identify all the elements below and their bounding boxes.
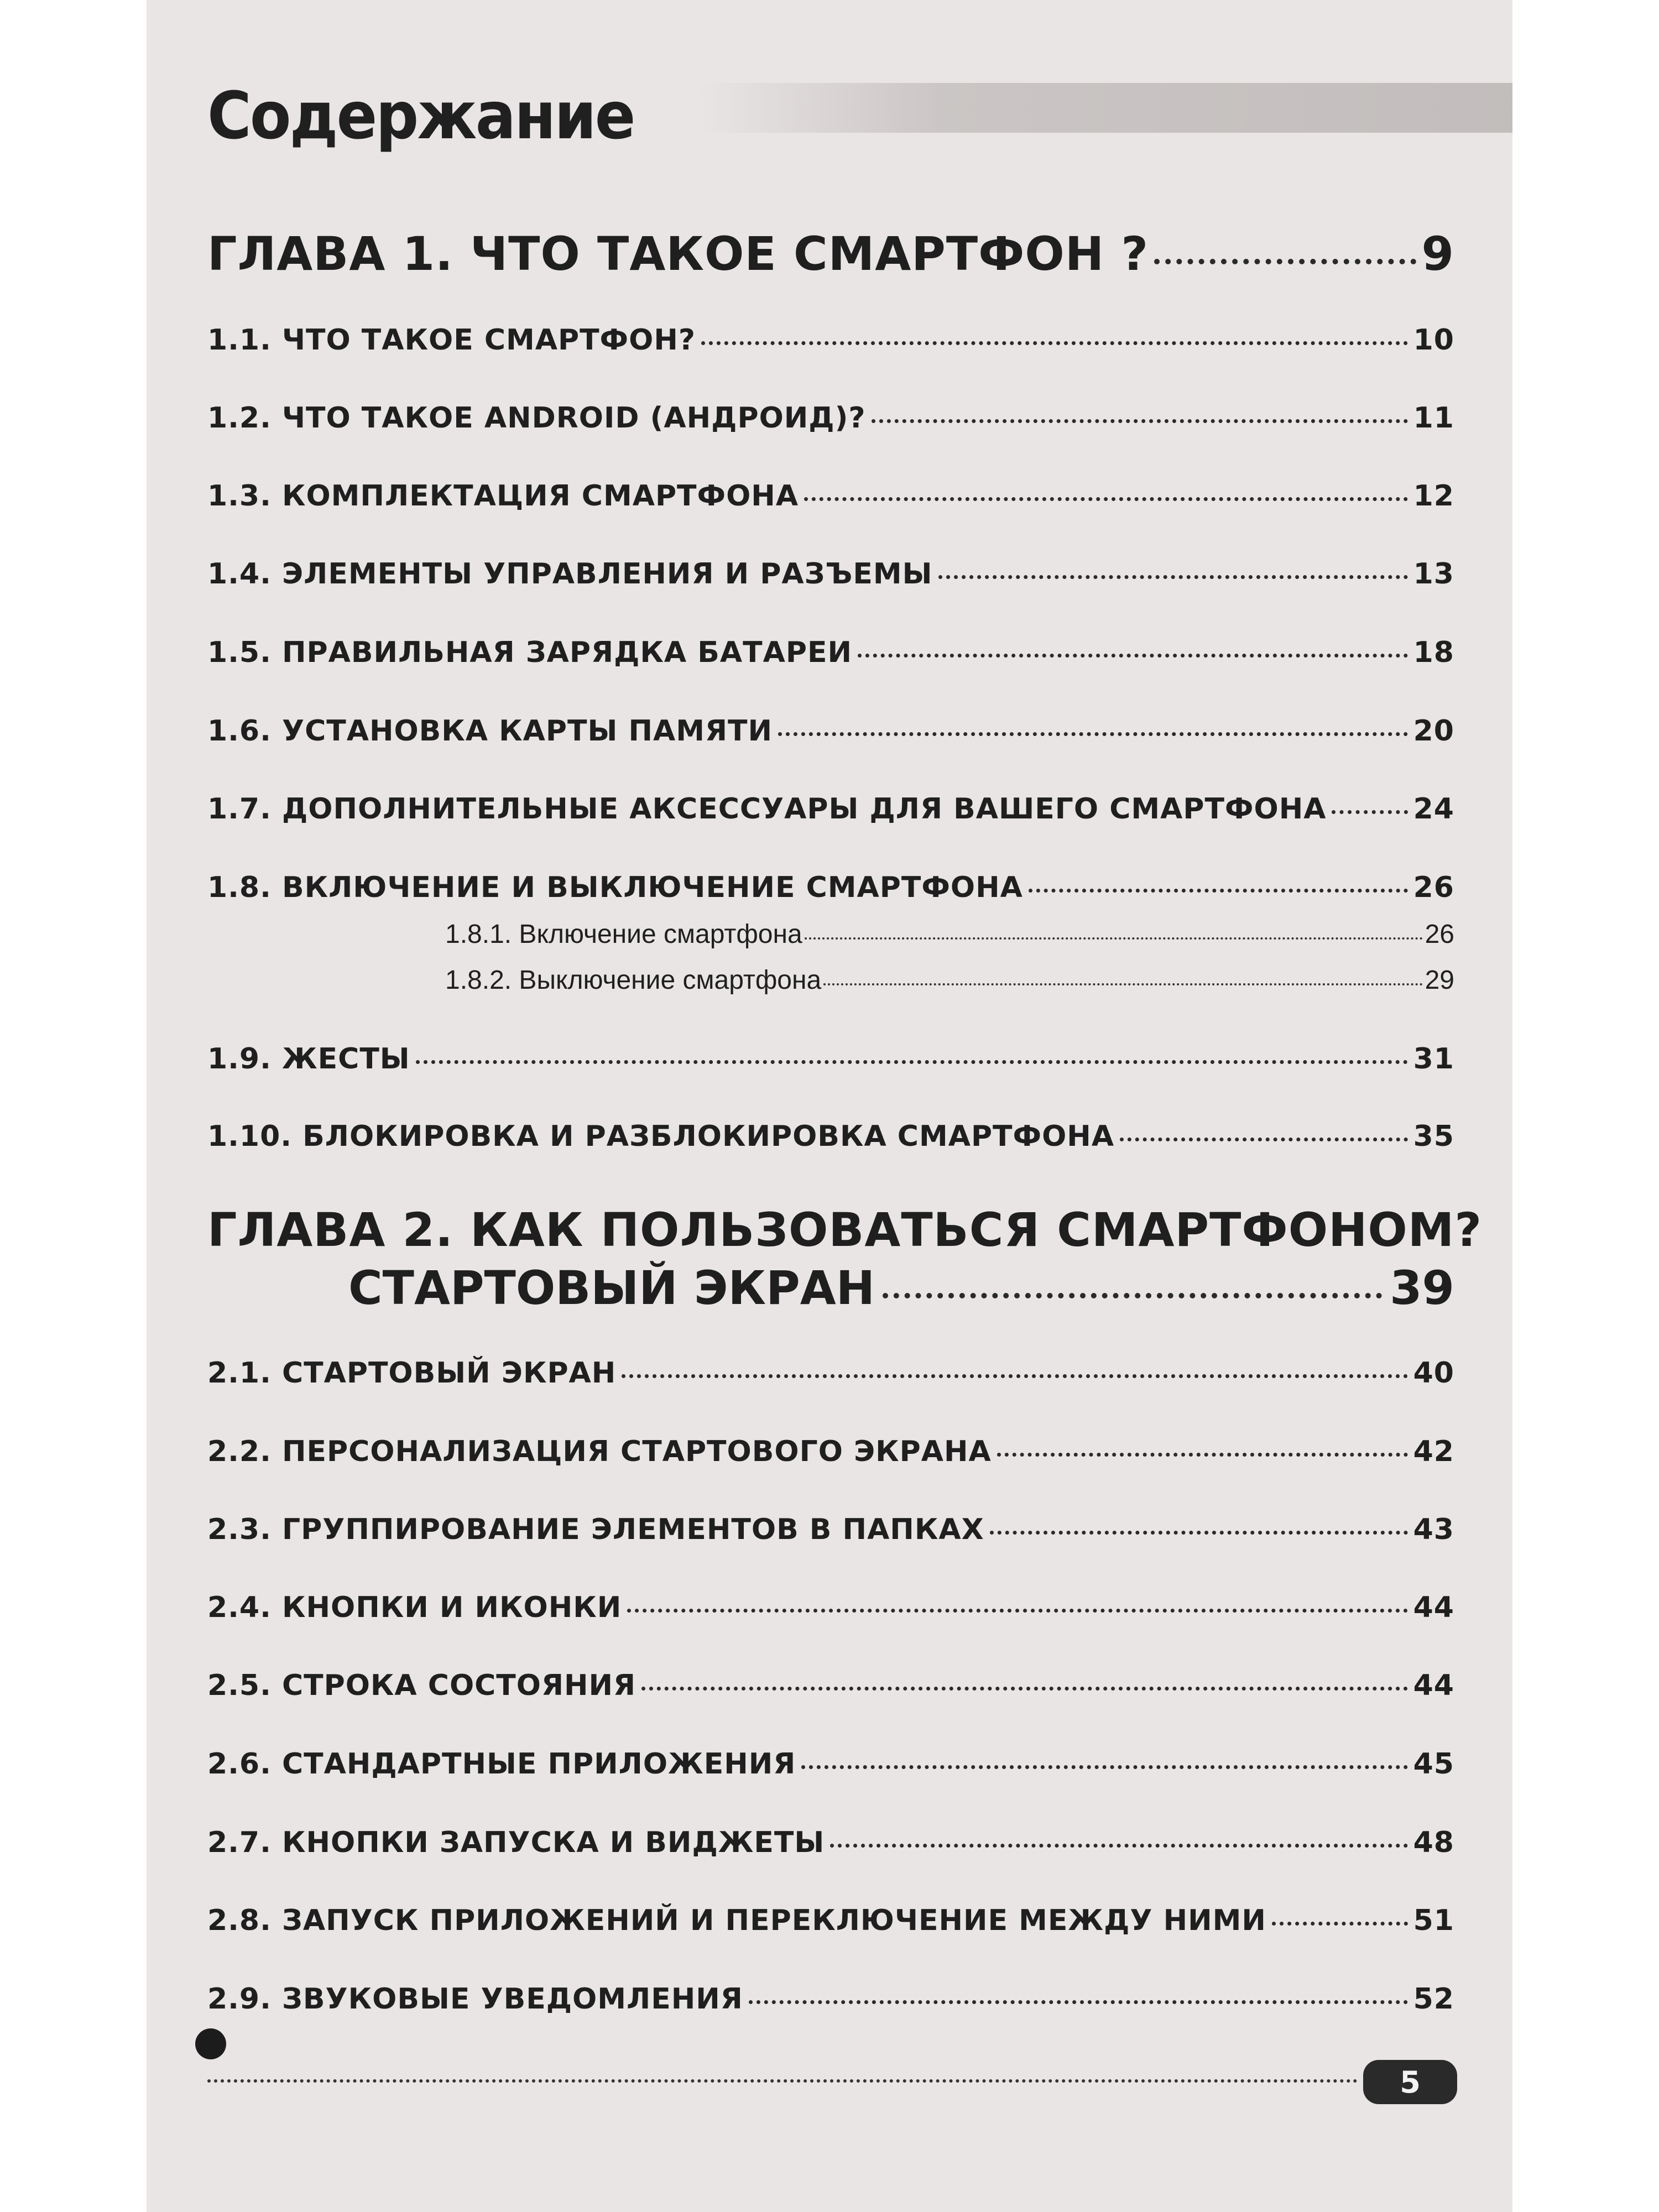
bleed-through-band [700,83,1512,133]
dot-leader [883,1293,1382,1298]
toc-section-title: 1.7. ДОПОЛНИТЕЛЬНЫЕ АКСЕССУАРЫ ДЛЯ ВАШЕГО СМАРТФОНА [207,792,1327,826]
toc-section [207,1904,1454,1937]
toc-page-number: 24 [1413,792,1454,826]
toc-page-number: 45 [1413,1747,1454,1781]
toc-page-number: 29 [1425,966,1454,995]
dot-leader [830,1844,1407,1848]
toc-page-number: 43 [1413,1513,1454,1546]
toc-page-number: 39 [1390,1261,1454,1315]
toc-section [207,714,1454,748]
toc-section [207,636,1454,669]
toc-page-number: 9 [1421,227,1454,281]
toc-chapter-1 [207,227,1454,281]
toc-page-number: 10 [1413,324,1454,357]
dot-leader [641,1687,1408,1691]
dot-leader [1272,1922,1408,1926]
toc-page-number: 31 [1413,1042,1454,1076]
dot-leader [997,1453,1408,1457]
toc-page-number: 42 [1413,1435,1454,1468]
toc-section [207,1435,1454,1468]
toc-chapter-2-line2 [207,1261,1454,1315]
toc-page-number: 48 [1413,1826,1454,1859]
toc-section-title: 2.3. ГРУППИРОВАНИЕ ЭЛЕМЕНТОВ В ПАПКАХ [207,1513,984,1546]
footer-dotted-rule [207,2079,1358,2083]
toc-chapter-2 [207,1203,1483,1257]
toc-section-title: 1.2. ЧТО ТАКОЕ ANDROID (АНДРОИД)? [207,401,866,435]
toc-section-title: 1.4. ЭЛЕМЕНТЫ УПРАВЛЕНИЯ И РАЗЪЕМЫ [207,557,933,591]
dot-leader [1029,889,1408,893]
toc-section-title: 2.4. КНОПКИ И ИКОНКИ [207,1591,622,1624]
dot-leader [749,2000,1408,2004]
toc-page-number: 13 [1413,557,1454,591]
toc-page-number: 44 [1413,1669,1454,1702]
toc-page-number: 40 [1413,1357,1454,1390]
toc-chapter-title: ГЛАВА 2. КАК ПОЛЬЗОВАТЬСЯ СМАРТФОНОМ? [207,1203,1483,1257]
toc-section-title: 1.6. УСТАНОВКА КАРТЫ ПАМЯТИ [207,714,773,748]
toc-section-title: 2.8. ЗАПУСК ПРИЛОЖЕНИЙ И ПЕРЕКЛЮЧЕНИЕ МЕЖДУ НИМИ [207,1904,1266,1937]
dot-leader [801,1765,1407,1769]
bullet-dot-icon [195,2028,226,2059]
toc-section [207,1120,1454,1153]
toc-page-number: 12 [1413,479,1454,513]
toc-page-number: 26 [1413,871,1454,904]
toc-chapter-title: ГЛАВА 1. ЧТО ТАКОЕ СМАРТФОН ? [207,227,1149,281]
toc-section [207,871,1454,904]
toc-subsection [207,919,1454,950]
dot-leader [701,341,1408,345]
toc-section-title: 1.8. ВКЛЮЧЕНИЕ И ВЫКЛЮЧЕНИЕ СМАРТФОНА [207,871,1023,904]
toc-section-title: 1.5. ПРАВИЛЬНАЯ ЗАРЯДКА БАТАРЕИ [207,636,852,669]
dot-leader [805,937,1423,940]
dot-leader [938,575,1408,579]
toc-section [207,1357,1454,1390]
dot-leader [778,732,1408,736]
dot-leader [990,1531,1408,1535]
book-page [147,0,1512,2212]
toc-chapter-title-line2: СТАРТОВЫЙ ЭКРАН [348,1261,875,1315]
dot-leader [622,1374,1407,1378]
dot-leader [872,419,1408,423]
toc-section-title: 2.6. СТАНДАРТНЫЕ ПРИЛОЖЕНИЯ [207,1747,796,1781]
toc-page-number: 18 [1413,636,1454,669]
toc-page-number: 35 [1413,1120,1454,1153]
toc-page-number: 26 [1425,920,1454,949]
toc-section [207,1591,1454,1624]
toc-section [207,1669,1454,1702]
toc-section-title: 2.5. СТРОКА СОСТОЯНИЯ [207,1669,637,1702]
toc-section [207,1747,1454,1781]
toc-section [207,1983,1454,2016]
dot-leader [627,1609,1407,1613]
page-number-badge: 5 [1363,2060,1457,2104]
toc-section-title: 1.1. ЧТО ТАКОЕ СМАРТФОН? [207,324,696,357]
dot-leader [823,983,1422,985]
toc-section [207,479,1454,513]
dot-leader [804,497,1408,501]
toc-page-number: 11 [1413,401,1454,435]
dot-leader [858,654,1408,658]
dot-leader [1332,810,1407,814]
dot-leader [1154,259,1416,264]
toc-page-number: 20 [1413,714,1454,748]
toc-section-title: 2.2. ПЕРСОНАЛИЗАЦИЯ СТАРТОВОГО ЭКРАНА [207,1435,992,1468]
toc-section [207,1042,1454,1076]
toc-section-title: 1.9. ЖЕСТЫ [207,1042,410,1076]
toc-section [207,1826,1454,1859]
toc-subsection-title: 1.8.1. Включение смартфона [445,920,802,949]
toc-section [207,557,1454,591]
toc-section-title: 2.1. СТАРТОВЫЙ ЭКРАН [207,1357,617,1390]
toc-section-title: 2.7. КНОПКИ ЗАПУСКА И ВИДЖЕТЫ [207,1826,825,1859]
dot-leader [416,1060,1408,1064]
toc-section [207,1513,1454,1546]
page-heading: Содержание [207,77,634,154]
toc-subsection [207,965,1454,995]
toc-section [207,324,1454,357]
toc-section-title: 2.9. ЗВУКОВЫЕ УВЕДОМЛЕНИЯ [207,1983,743,2016]
toc-section [207,401,1454,435]
toc-section [207,792,1454,826]
toc-page-number: 44 [1413,1591,1454,1624]
toc-section-title: 1.3. КОМПЛЕКТАЦИЯ СМАРТФОНА [207,479,799,513]
toc-section-title: 1.10. БЛОКИРОВКА И РАЗБЛОКИРОВКА СМАРТФОНА [207,1120,1115,1153]
toc-subsection-title: 1.8.2. Выключение смартфона [445,966,822,995]
toc-page-number: 52 [1413,1983,1454,2016]
toc-page-number: 51 [1413,1904,1454,1937]
dot-leader [1120,1138,1408,1141]
